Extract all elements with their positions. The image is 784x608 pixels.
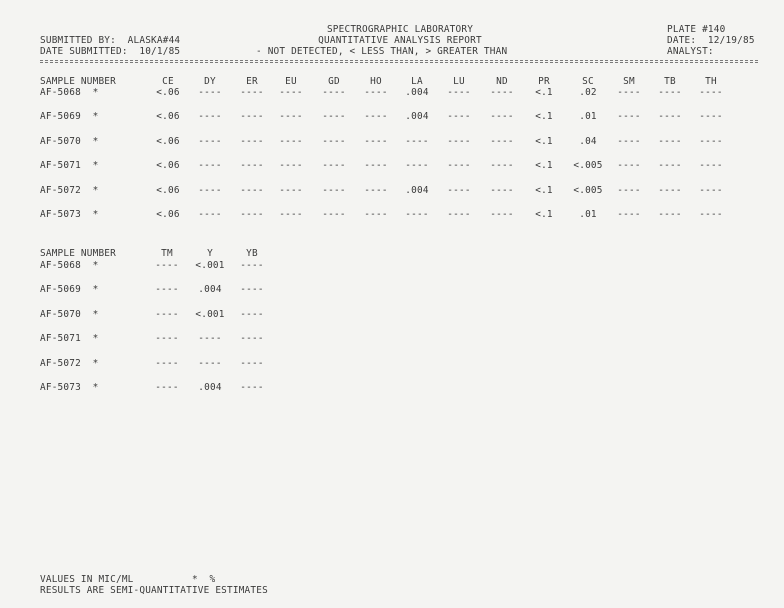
header-divider	[40, 60, 758, 61]
value-cell: ----	[699, 135, 723, 147]
value-cell: ----	[658, 184, 682, 196]
value-cell: ----	[198, 333, 222, 345]
value-cell: ----	[155, 333, 179, 345]
sample-id: AF-5068 *	[40, 87, 99, 98]
value-cell: ----	[155, 284, 179, 296]
value-cell: .01	[579, 209, 597, 220]
value-cell: <.1	[535, 184, 553, 196]
value-cell: ----	[405, 135, 429, 147]
value-cell: .02	[579, 87, 597, 98]
value-cell: ----	[155, 382, 179, 393]
value-cell: ----	[699, 87, 723, 98]
value-cell: ----	[155, 357, 179, 369]
value-cell: ----	[198, 87, 222, 98]
value-cell: ----	[322, 184, 346, 196]
value-cell: <.1	[535, 111, 553, 123]
value-cell: ----	[490, 111, 514, 123]
value-cell: ----	[658, 160, 682, 172]
sample-number-header: SAMPLE NUMBER	[40, 76, 116, 87]
value-cell: ----	[322, 87, 346, 98]
value-cell: ----	[364, 209, 388, 220]
value-cell: <.001	[195, 260, 225, 271]
column-header-sc: SC	[582, 76, 594, 87]
value-cell: ----	[405, 160, 429, 172]
value-cell: ----	[658, 209, 682, 220]
value-cell: ----	[240, 333, 264, 345]
lab-title: SPECTROGRAPHIC LABORATORY	[326, 24, 474, 35]
value-cell: <.06	[156, 209, 180, 220]
value-cell: <.005	[573, 160, 603, 172]
value-cell: ----	[240, 135, 264, 147]
column-header-gd: GD	[328, 76, 340, 87]
value-cell: ----	[198, 209, 222, 220]
column-header-tm: TM	[161, 248, 173, 259]
value-cell: ----	[240, 284, 264, 296]
value-cell: ----	[447, 111, 471, 123]
value-cell: ----	[322, 135, 346, 147]
header-divider-lower	[40, 62, 758, 63]
column-header-lu: LU	[453, 76, 465, 87]
plate-number: PLATE #140	[667, 24, 726, 35]
submitted-by: SUBMITTED BY: ALASKA#44	[40, 35, 181, 46]
value-cell: ----	[490, 160, 514, 172]
value-cell: <.06	[156, 87, 180, 98]
value-cell: ----	[617, 135, 641, 147]
sample-id: AF-5069 *	[40, 284, 99, 296]
value-cell: <.001	[195, 308, 225, 320]
value-cell: <.1	[535, 160, 553, 172]
value-cell: ----	[240, 382, 264, 393]
sample-id: AF-5070 *	[40, 308, 99, 320]
value-cell: ----	[240, 209, 264, 220]
value-cell: ----	[279, 135, 303, 147]
value-cell: ----	[490, 184, 514, 196]
value-cell: ----	[447, 184, 471, 196]
value-cell: .004	[405, 87, 429, 98]
value-cell: ----	[617, 209, 641, 220]
value-cell: .004	[405, 111, 429, 123]
value-cell: <.06	[156, 135, 180, 147]
value-cell: ----	[322, 209, 346, 220]
value-cell: .004	[198, 284, 222, 296]
value-cell: ----	[658, 111, 682, 123]
value-cell: ----	[490, 87, 514, 98]
value-cell: ----	[617, 184, 641, 196]
value-cell: ----	[240, 184, 264, 196]
value-cell: ----	[279, 184, 303, 196]
column-header-ho: HO	[370, 76, 382, 87]
value-cell: ----	[240, 111, 264, 123]
units-note: VALUES IN MIC/ML * %	[40, 574, 216, 585]
value-cell: ----	[240, 308, 264, 320]
value-cell: ----	[240, 357, 264, 369]
value-cell: ----	[699, 111, 723, 123]
value-cell: ----	[198, 111, 222, 123]
column-header-eu: EU	[285, 76, 297, 87]
column-header-pr: PR	[538, 76, 550, 87]
sample-id: AF-5072 *	[40, 184, 99, 196]
sample-id: AF-5073 *	[40, 209, 99, 220]
value-cell: ----	[279, 111, 303, 123]
value-cell: <.1	[535, 135, 553, 147]
value-cell: ----	[617, 111, 641, 123]
value-cell: <.06	[156, 160, 180, 172]
value-cell: ----	[405, 209, 429, 220]
value-cell: ----	[364, 87, 388, 98]
value-cell: .004	[198, 382, 222, 393]
value-cell: ----	[155, 308, 179, 320]
value-cell: ----	[198, 160, 222, 172]
estimates-note: RESULTS ARE SEMI-QUANTITATIVE ESTIMATES	[40, 585, 268, 596]
value-cell: <.06	[156, 111, 180, 123]
column-header-th: TH	[705, 76, 717, 87]
value-cell: ----	[240, 260, 264, 271]
value-cell: ----	[279, 87, 303, 98]
column-header-y: Y	[207, 248, 213, 259]
column-header-tb: TB	[664, 76, 676, 87]
value-cell: ----	[240, 160, 264, 172]
column-header-sm: SM	[623, 76, 635, 87]
sample-id: AF-5069 *	[40, 111, 99, 123]
report-date: DATE: 12/19/85	[667, 35, 755, 46]
legend-text: - NOT DETECTED, < LESS THAN, > GREATER THAN	[256, 46, 508, 57]
value-cell: <.1	[535, 209, 553, 220]
value-cell: ----	[322, 111, 346, 123]
value-cell: ----	[699, 184, 723, 196]
value-cell: ----	[447, 135, 471, 147]
column-header-nd: ND	[496, 76, 508, 87]
value-cell: ----	[198, 135, 222, 147]
value-cell: ----	[658, 87, 682, 98]
value-cell: ----	[490, 135, 514, 147]
value-cell: ----	[240, 87, 264, 98]
value-cell: ----	[279, 160, 303, 172]
value-cell: ----	[447, 160, 471, 172]
value-cell: ----	[198, 184, 222, 196]
value-cell: ----	[617, 87, 641, 98]
sample-id: AF-5072 *	[40, 357, 99, 369]
column-header-la: LA	[411, 76, 423, 87]
column-header-dy: DY	[204, 76, 216, 87]
value-cell: ----	[490, 209, 514, 220]
value-cell: .01	[579, 111, 597, 123]
value-cell: ----	[617, 160, 641, 172]
value-cell: <.1	[535, 87, 553, 98]
report-title: QUANTITATIVE ANALYSIS REPORT	[318, 35, 482, 46]
value-cell: ----	[364, 111, 388, 123]
value-cell: ----	[447, 209, 471, 220]
value-cell: ----	[279, 209, 303, 220]
sample-id: AF-5071 *	[40, 160, 99, 172]
value-cell: ----	[364, 184, 388, 196]
sample-id: AF-5068 *	[40, 260, 99, 271]
value-cell: <.005	[573, 184, 603, 196]
value-cell: ----	[364, 160, 388, 172]
value-cell: ----	[658, 135, 682, 147]
value-cell: ----	[699, 209, 723, 220]
value-cell: ----	[322, 160, 346, 172]
value-cell: ----	[155, 260, 179, 271]
column-header-er: ER	[246, 76, 258, 87]
value-cell: .04	[579, 135, 597, 147]
value-cell: .004	[405, 184, 429, 196]
sample-number-header: SAMPLE NUMBER	[40, 248, 116, 259]
value-cell: ----	[198, 357, 222, 369]
analyst-label: ANALYST:	[667, 46, 714, 57]
value-cell: <.06	[156, 184, 180, 196]
value-cell: ----	[699, 160, 723, 172]
sample-id: AF-5073 *	[40, 382, 99, 393]
sample-id: AF-5071 *	[40, 333, 99, 345]
column-header-yb: YB	[246, 248, 258, 259]
value-cell: ----	[447, 87, 471, 98]
column-header-ce: CE	[162, 76, 174, 87]
date-submitted: DATE SUBMITTED: 10/1/85	[40, 46, 181, 57]
value-cell: ----	[364, 135, 388, 147]
sample-id: AF-5070 *	[40, 135, 99, 147]
